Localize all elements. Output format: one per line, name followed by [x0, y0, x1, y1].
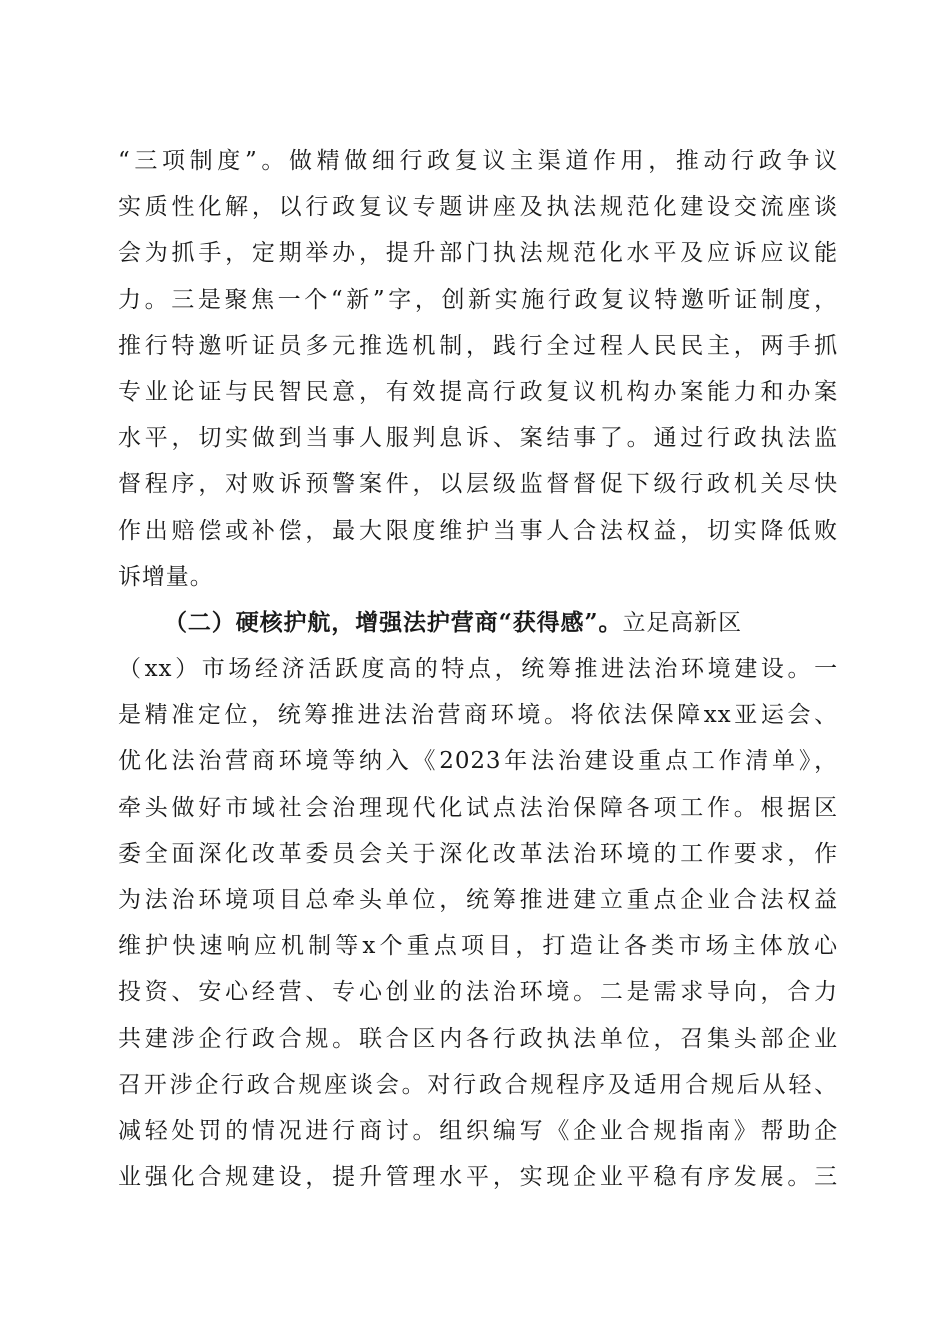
text-line: 会为抓手，定期举办，提升部门执法规范化水平及应诉应议能 [118, 240, 838, 267]
text-line: 是精准定位，统筹推进法治营商环境。将依法保障xx亚运会、 [118, 702, 838, 729]
text-line: 力。三是聚焦一个“新”字，创新实施行政复议特邀听证制度， [118, 286, 838, 313]
text-line: 减轻处罚的情况进行商讨。组织编写《企业合规指南》帮助企 [118, 1117, 838, 1144]
text-line: “三项制度”。做精做细行政复议主渠道作用，推动行政争议 [118, 148, 838, 174]
text-line: 业强化合规建设，提升管理水平，实现企业平稳有序发展。三 [118, 1164, 838, 1191]
section-heading: （二）硬核护航，增强法护营商“获得感”。 [164, 608, 623, 636]
text-fragment: 立足高新区 [622, 609, 742, 636]
text-line: 共建涉企行政合规。联合区内各行政执法单位，召集头部企业 [118, 1025, 838, 1052]
text-line: 委全面深化改革委员会关于深化改革法治环境的工作要求，作 [118, 840, 838, 867]
document-body [118, 138, 838, 1200]
text-line: 实质性化解，以行政复议专题讲座及执法规范化建设交流座谈 [118, 194, 838, 221]
text-line: 牵头做好市域社会治理现代化试点法治保障各项工作。根据区 [118, 794, 838, 821]
text-line: 维护快速响应机制等x个重点项目，打造让各类市场主体放心 [118, 933, 838, 960]
text-line: 督程序，对败诉预警案件，以层级监督督促下级行政机关尽快 [118, 471, 838, 498]
section-heading-line [118, 600, 838, 646]
paragraph-1 [118, 138, 838, 600]
text-line: 推行特邀听证员多元推选机制，践行全过程人民民主，两手抓 [118, 332, 838, 359]
text-line: 作出赔偿或补偿，最大限度维护当事人合法权益，切实降低败 [118, 517, 838, 544]
text-line: 水平，切实做到当事人服判息诉、案结事了。通过行政执法监 [118, 425, 838, 452]
text-line: 专业论证与民智民意，有效提高行政复议机构办案能力和办案 [118, 378, 838, 405]
text-line: 投资、安心经营、专心创业的法治环境。二是需求导向，合力 [118, 979, 838, 1006]
paragraph-2 [118, 600, 838, 1200]
text-line: （xx）市场经济活跃度高的特点，统筹推进法治环境建设。一 [118, 656, 838, 683]
text-line: 优化法治营商环境等纳入《2023年法治建设重点工作清单》， [118, 748, 838, 775]
text-line: 为法治环境项目总牵头单位，统筹推进建立重点企业合法权益 [118, 887, 838, 913]
text-line: 诉增量。 [118, 563, 214, 590]
text-line: 召开涉企行政合规座谈会。对行政合规程序及适用合规后从轻、 [118, 1071, 838, 1098]
